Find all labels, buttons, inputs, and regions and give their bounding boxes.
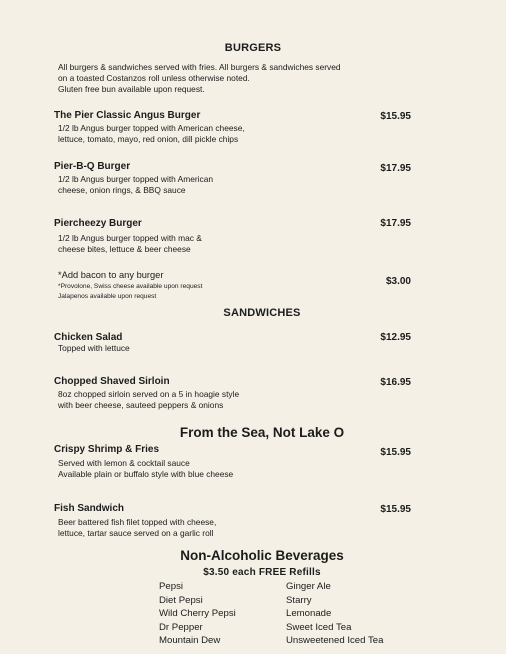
menu-item-description [58, 343, 303, 354]
beverage-item: Pepsi [159, 581, 183, 592]
description-line: 1/2 lb Angus burger topped with American cheese, [58, 123, 245, 133]
description-line: 1/2 lb Angus burger topped with American [58, 174, 214, 184]
beverage-item: Wild Cherry Pepsi [159, 608, 236, 620]
burgers-intro-line: on a toasted Costanzos roll unless otherwise noted. [58, 73, 250, 83]
menu-item-name: Chicken Salad [54, 332, 123, 343]
menu-item-name: Chopped Shaved Sirloin [54, 376, 170, 387]
menu-item-name: Piercheezy Burger [54, 218, 142, 229]
menu-item-price: $15.95 [380, 447, 411, 458]
beverages-price-note: $3.50 each FREE Refills [203, 567, 321, 578]
description-line: Served with lemon & cocktail sauce [58, 458, 190, 468]
beverage-item: Ginger Ale [286, 581, 331, 592]
beverage-item: Lemonade [286, 608, 332, 620]
description-line: lettuce, tomato, mayo, red onion, dill pickle chips [58, 134, 239, 144]
menu-item-description [58, 123, 284, 145]
burgers-intro [58, 62, 388, 95]
description-line: lettuce, tartar sauce served on a garlic roll [58, 528, 214, 538]
addon-price: $3.00 [385, 276, 411, 287]
description-line: Topped with lettuce [58, 343, 130, 353]
menu-item-price: $15.95 [380, 111, 411, 122]
menu-item-name: Fish Sandwich [54, 503, 125, 514]
addon-note: Jalapenos available upon request [58, 293, 157, 300]
menu-item-description [58, 174, 243, 196]
menu-item-description [58, 233, 233, 255]
beverage-item: Diet Pepsi [159, 594, 203, 606]
sandwiches-heading: SANDWICHES [223, 307, 301, 319]
menu-item-name: Pier-B-Q Burger [54, 161, 131, 172]
addon-note: *Provolone, Swiss cheese available upon request [58, 283, 203, 290]
menu-item-price: $12.95 [380, 332, 411, 343]
menu-item-price: $17.95 [380, 218, 411, 229]
beverage-item: Sweet Iced Tea [286, 621, 352, 633]
menu-item-price: $17.95 [380, 163, 411, 174]
description-line: 1/2 lb Angus burger topped with mac & [58, 233, 202, 243]
sea-heading: From the Sea, Not Lake O [179, 425, 345, 440]
beverage-item: Starry [286, 594, 312, 606]
menu-item-name: Crispy Shrimp & Fries [54, 444, 160, 455]
addon-notes [58, 282, 202, 302]
description-line: 8oz chopped sirloin served on a 5 in hoagie style [58, 389, 240, 399]
beverages-heading: Non-Alcoholic Beverages [180, 548, 344, 563]
beverage-list-left [159, 580, 236, 648]
beverage-item: Mountain Dew [159, 635, 221, 647]
burgers-heading: BURGERS [224, 42, 282, 54]
burgers-intro-line: Gluten free bun available upon request. [58, 84, 205, 94]
beverage-list-right [286, 580, 383, 648]
description-line: cheese bites, lettuce & beer cheese [58, 244, 191, 254]
description-line: Beer battered fish filet topped with cheese, [58, 517, 217, 527]
beverage-item: Unsweetened Iced Tea [286, 635, 384, 647]
description-line: Available plain or buffalo style with blue cheese [58, 469, 234, 479]
menu-item-description [58, 389, 303, 411]
description-line: with beer cheese, sauteed peppers & onions [58, 400, 224, 410]
description-line: cheese, onion rings, & BBQ sauce [58, 185, 186, 195]
beverage-item: Dr Pepper [159, 621, 203, 633]
menu-item-description [58, 517, 303, 539]
menu-item-name: The Pier Classic Angus Burger [54, 110, 201, 121]
menu-item-price: $16.95 [380, 377, 411, 388]
burgers-intro-line: All burgers & sandwiches served with fries. All burgers & sandwiches served [58, 62, 341, 72]
menu-item-price: $15.95 [380, 504, 411, 515]
addon-label: *Add bacon to any burger [58, 270, 164, 280]
menu-item-description [58, 458, 318, 480]
